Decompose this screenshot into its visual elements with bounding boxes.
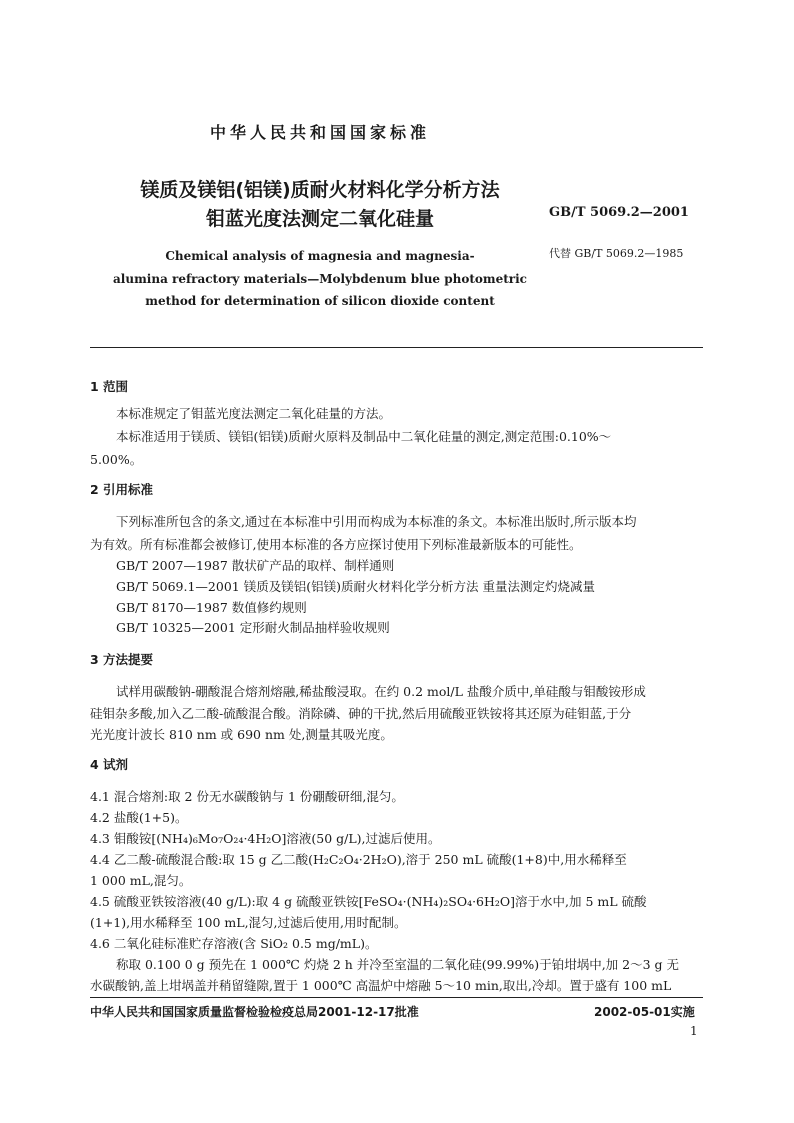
section-3-line: 硅钼杂多酸,加入乙二酸-硫酸混合酸。消除磷、砷的干扰,然后用硫酸亚铁铵将其还原为硅钼蓝,于分 — [90, 706, 632, 721]
section-3-line: 光光度计波长 810 nm 或 690 nm 处,测量其吸光度。 — [90, 727, 393, 742]
section-1-line: 5.00%。 — [90, 452, 143, 467]
standard-type-title: 中华人民共和国国家标准 — [209, 123, 430, 142]
section-1-heading: 1 范围 — [90, 379, 129, 394]
reference-standard: GB/T 2007—1987 散状矿产品的取样、制样通则 — [116, 558, 395, 573]
reagent-item: 4.2 盐酸(1+5)。 — [90, 810, 188, 825]
standard-code: GB/T 5069.2—2001 — [549, 205, 689, 220]
section-2-line: 下列标准所包含的条文,通过在本标准中引用而构成为本标准的条文。本标准出版时,所示版本均 — [116, 514, 637, 529]
section-3-heading: 3 方法提要 — [90, 652, 154, 667]
document-title-line2: 钼蓝光度法测定二氧化硅量 — [205, 208, 434, 230]
section-3-line: 试样用碳酸钠-硼酸混合熔剂熔融,稀盐酸浸取。在约 0.2 mol/L 盐酸介质中,单硅酸与钼酸铵形成 — [116, 684, 646, 699]
section-1-line: 本标准适用于镁质、镁铝(铝镁)质耐火原料及制品中二氧化硅量的测定,测定范围:0.10%～ — [116, 429, 612, 444]
header-divider — [90, 347, 703, 348]
reagent-item: 4.6 二氧化硅标准贮存溶液(含 SiO₂ 0.5 mg/mL)。 — [90, 936, 378, 951]
section-2-line: 为有效。所有标准都会被修订,使用本标准的各方应探讨使用下列标准最新版本的可能性。 — [90, 537, 582, 552]
effective-date: 2002-05-01实施 — [594, 1005, 695, 1019]
section-4-heading: 4 试剂 — [90, 757, 129, 772]
reagent-item: 4.3 钼酸铵[(NH₄)₆Mo₇O₂₄·4H₂O]溶液(50 g/L),过滤后使用。 — [90, 831, 441, 846]
document-title-line1: 镁质及镁铝(铝镁)质耐火材料化学分析方法 — [140, 179, 500, 201]
reagent-item: 4.5 硫酸亚铁铵溶液(40 g/L):取 4 g 硫酸亚铁铵[FeSO₄·(NH₄)₂SO₄·6H₂O]溶于水中,加 5 mL 硫酸 — [90, 894, 647, 909]
reagent-item: 1 000 mL,混匀。 — [90, 873, 192, 888]
reference-standard: GB/T 5069.1—2001 镁质及镁铝(铝镁)质耐火材料化学分析方法 重量法测定灼烧减量 — [116, 579, 595, 594]
reagent-item: (1+1),用水稀释至 100 mL,混匀,过滤后使用,用时配制。 — [90, 915, 407, 930]
english-title-line3: method for determination of silicon dioxide content — [145, 294, 495, 308]
reference-standard: GB/T 10325—2001 定形耐火制品抽样验收规则 — [116, 620, 390, 635]
reagent-item: 4.1 混合熔剂:取 2 份无水碳酸钠与 1 份硼酸研细,混匀。 — [90, 789, 404, 804]
english-title-line2: alumina refractory materials—Molybdenum blue photometric — [113, 272, 527, 286]
english-title-line1: Chemical analysis of magnesia and magnesia- — [165, 249, 475, 263]
reference-standard: GB/T 8170—1987 数值修约规则 — [116, 600, 307, 615]
footer-divider — [90, 997, 703, 998]
reagent-item: 水碳酸钠,盖上坩埚盖并稍留缝隙,置于 1 000℃ 高温炉中熔融 5～10 min,取出,冷却。置于盛有 100 mL — [90, 978, 672, 993]
reagent-item: 称取 0.100 0 g 预先在 1 000℃ 灼烧 2 h 并冷至室温的二氧化硅(99.99%)于铂坩埚中,加 2～3 g 无 — [116, 957, 679, 972]
issuing-authority: 中华人民共和国国家质量监督检验检疫总局2001-12-17批准 — [90, 1005, 419, 1019]
section-2-heading: 2 引用标准 — [90, 482, 154, 497]
reagent-item: 4.4 乙二酸-硫酸混合酸:取 15 g 乙二酸(H₂C₂O₄·2H₂O),溶于 250 mL 硫酸(1+8)中,用水稀释至 — [90, 852, 627, 867]
section-1-line: 本标准规定了钼蓝光度法测定二氧化硅量的方法。 — [116, 406, 392, 421]
page-number: 1 — [690, 1024, 698, 1038]
replaces-standard: 代替 GB/T 5069.2—1985 — [549, 247, 684, 260]
